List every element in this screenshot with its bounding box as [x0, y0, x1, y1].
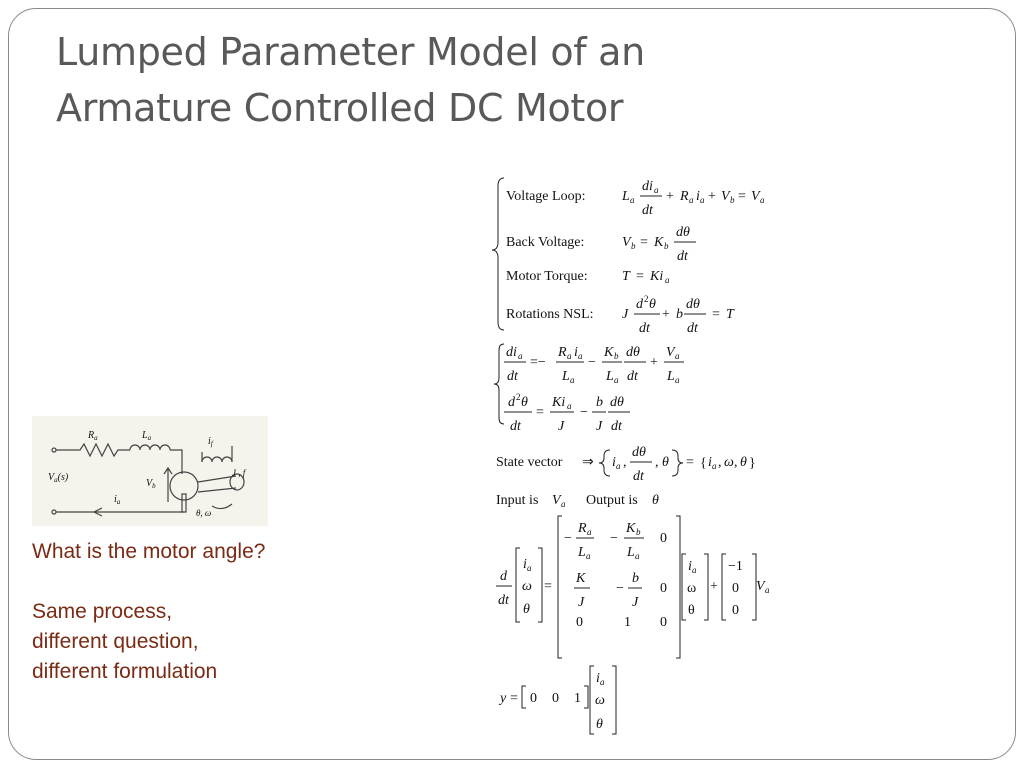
back-voltage-equation: [622, 225, 696, 264]
slide-title: [56, 24, 956, 136]
svg-text:Ki: Ki: [650, 269, 664, 284]
svg-text:=: =: [738, 189, 746, 204]
svg-text:dθ: dθ: [686, 297, 700, 312]
svg-text:dθ: dθ: [610, 395, 624, 410]
equations-panel: [490, 170, 810, 740]
svg-text:θ: θ: [649, 297, 656, 312]
svg-text:dθ: dθ: [632, 445, 646, 460]
svg-text:,: ,: [655, 455, 659, 470]
label-if: $i_f$: [208, 436, 213, 448]
svg-text:{: {: [700, 456, 707, 471]
svg-text:J: J: [596, 419, 603, 434]
svg-text:i: i: [696, 189, 700, 204]
svg-text:i: i: [574, 345, 578, 360]
svg-text:ω: ω: [595, 693, 605, 708]
label-va: $V_a(s)$: [48, 472, 69, 484]
label-theta-omega: θ, ω: [196, 508, 212, 518]
output-variable: θ: [652, 493, 659, 508]
svg-text:a: a: [527, 563, 532, 573]
svg-text:a: a: [689, 195, 694, 205]
svg-text:0: 0: [660, 531, 667, 546]
svg-text:+: +: [708, 189, 716, 204]
svg-text:1: 1: [574, 691, 581, 706]
svg-text:di: di: [506, 345, 517, 360]
svg-text:dt: dt: [627, 369, 638, 384]
svg-text:L: L: [667, 369, 675, 384]
svg-text:⇒: ⇒: [582, 455, 594, 470]
svg-text:θ: θ: [523, 602, 530, 617]
svg-text:ω: ω: [522, 579, 532, 594]
svg-text:a: a: [654, 185, 659, 195]
svg-text:−1: −1: [728, 559, 743, 574]
svg-text:a: a: [712, 461, 717, 471]
svg-text:0: 0: [660, 615, 667, 630]
svg-text:i: i: [612, 455, 616, 470]
output-equation: [498, 666, 616, 734]
svg-text:,: ,: [623, 455, 627, 470]
svg-text:dt: dt: [611, 419, 622, 434]
note-line-3: different formulation: [32, 660, 218, 683]
label-ia: $i_a$: [114, 494, 121, 506]
svg-text:a: a: [518, 351, 523, 361]
state-space-equation: [496, 516, 770, 658]
svg-text:+: +: [650, 355, 658, 370]
back-voltage-label: Back Voltage:: [506, 235, 585, 250]
svg-text:+: +: [666, 189, 674, 204]
svg-text:d: d: [500, 569, 507, 584]
svg-text:i: i: [708, 455, 712, 470]
svg-text:ω: ω: [724, 455, 734, 470]
svg-text:a: a: [700, 195, 705, 205]
svg-text:0: 0: [732, 581, 739, 596]
svg-text:a: a: [692, 565, 697, 575]
svg-text:K: K: [576, 571, 586, 586]
svg-text:L: L: [627, 545, 635, 560]
svg-text:a: a: [567, 351, 572, 361]
svg-text:a: a: [675, 375, 680, 385]
label-la: $L_a$: [142, 430, 152, 442]
svg-text:=: =: [544, 579, 552, 594]
input-label: Input is: [496, 493, 539, 508]
svg-text:K: K: [654, 235, 664, 250]
svg-text:b: b: [614, 351, 619, 361]
brace-system-1: [492, 178, 504, 330]
svg-text:K: K: [626, 521, 636, 536]
svg-text:a: a: [760, 195, 765, 205]
svg-text:a: a: [600, 677, 605, 687]
svg-text:i: i: [596, 671, 600, 686]
svg-text:b: b: [664, 241, 669, 251]
svg-text:=: =: [510, 691, 518, 706]
svg-text:}: }: [749, 456, 756, 471]
voltage-loop-label: Voltage Loop:: [506, 189, 586, 204]
svg-text:V: V: [666, 345, 675, 360]
svg-text:−: −: [580, 405, 588, 420]
svg-text:a: a: [614, 375, 619, 385]
svg-text:b: b: [730, 195, 735, 205]
svg-text:0: 0: [660, 581, 667, 596]
svg-text:T: T: [622, 269, 630, 284]
note-line-1: Same process,: [32, 600, 173, 623]
angle-state-equation: [504, 392, 630, 434]
svg-text:T: T: [726, 307, 734, 322]
svg-text:,: ,: [718, 455, 722, 470]
svg-text:dt: dt: [633, 469, 644, 484]
svg-text:a: a: [570, 375, 575, 385]
svg-text:ω: ω: [687, 581, 697, 596]
svg-text:V: V: [756, 579, 765, 594]
svg-text:−: −: [588, 355, 596, 370]
svg-text:R: R: [558, 345, 567, 360]
svg-text:a: a: [675, 351, 680, 361]
svg-text:2: 2: [516, 392, 521, 402]
svg-text:dt: dt: [510, 419, 521, 434]
input-variable: [552, 493, 566, 509]
svg-text:=: =: [636, 269, 644, 284]
svg-text:0: 0: [576, 615, 583, 630]
svg-text:b: b: [632, 571, 639, 586]
svg-text:V: V: [622, 235, 631, 250]
svg-text:L: L: [622, 189, 630, 204]
svg-text:+: +: [710, 579, 718, 594]
note-line-2: different question,: [32, 630, 199, 653]
svg-text:b: b: [631, 241, 636, 251]
svg-text:−: −: [616, 581, 624, 596]
svg-text:dt: dt: [498, 593, 509, 608]
svg-text:=: =: [712, 307, 720, 322]
rotations-nsl-label: Rotations NSL:: [506, 307, 594, 322]
label-ra: $R_a$: [88, 430, 98, 442]
svg-text:Ki: Ki: [552, 395, 566, 410]
svg-text:2: 2: [644, 294, 649, 304]
title-line-1: Lumped Parameter Model of an: [56, 30, 645, 74]
svg-text:K: K: [604, 345, 614, 360]
svg-text:R: R: [680, 189, 689, 204]
svg-text:a: a: [635, 551, 640, 561]
svg-text:θ: θ: [688, 603, 695, 618]
current-state-equation: [504, 345, 684, 385]
svg-text:0: 0: [552, 691, 559, 706]
svg-text:b: b: [636, 527, 641, 537]
svg-text:a: a: [561, 499, 566, 509]
svg-text:L: L: [562, 369, 570, 384]
svg-text:J: J: [632, 595, 639, 610]
svg-text:θ: θ: [521, 395, 528, 410]
svg-text:y: y: [500, 691, 507, 706]
svg-text:a: a: [765, 585, 770, 595]
motor-torque-equation: [622, 269, 670, 285]
rotations-nsl-equation: [622, 294, 735, 336]
svg-text:a: a: [630, 195, 635, 205]
svg-text:V: V: [751, 189, 760, 204]
svg-text:a: a: [567, 401, 572, 411]
title-line-2: Armature Controlled DC Motor: [56, 86, 624, 130]
svg-text:dt: dt: [687, 321, 698, 336]
svg-text:dt: dt: [507, 369, 518, 384]
dc-motor-circuit-diagram: [32, 416, 268, 526]
svg-text:J: J: [622, 307, 629, 322]
svg-text:d: d: [508, 395, 515, 410]
state-vector-definition: [582, 445, 756, 484]
output-label: Output is: [586, 493, 638, 508]
svg-text:dt: dt: [677, 249, 688, 264]
svg-text:V: V: [552, 493, 561, 508]
svg-text:V: V: [721, 189, 730, 204]
svg-text:=−: =−: [530, 355, 546, 370]
svg-text:a: a: [587, 527, 592, 537]
label-vb: $V_b$: [146, 478, 156, 490]
svg-text:−: −: [564, 531, 572, 546]
svg-text:J: J: [578, 595, 585, 610]
state-vector-label: State vector: [496, 455, 563, 470]
svg-text:b: b: [676, 307, 683, 322]
svg-text:R: R: [578, 521, 587, 536]
brace-system-2: [494, 344, 504, 424]
svg-text:,: ,: [734, 455, 738, 470]
svg-text:i: i: [523, 557, 527, 572]
svg-text:dt: dt: [642, 203, 653, 218]
svg-text:θ: θ: [596, 717, 603, 732]
svg-text:a: a: [578, 351, 583, 361]
svg-text:a: a: [616, 461, 621, 471]
svg-text:θ: θ: [662, 455, 669, 470]
svg-text:a: a: [586, 551, 591, 561]
svg-text:dθ: dθ: [676, 225, 690, 240]
svg-text:=: =: [536, 405, 544, 420]
svg-text:θ: θ: [740, 455, 747, 470]
svg-text:−: −: [610, 531, 618, 546]
svg-text:b: b: [596, 395, 603, 410]
svg-text:L: L: [606, 369, 614, 384]
voltage-loop-equation: [621, 179, 765, 218]
svg-text:=: =: [686, 455, 694, 470]
svg-text:dθ: dθ: [626, 345, 640, 360]
motor-torque-label: Motor Torque:: [506, 269, 588, 284]
svg-text:L: L: [578, 545, 586, 560]
svg-text:0: 0: [530, 691, 537, 706]
svg-text:0: 0: [732, 603, 739, 618]
svg-text:dt: dt: [639, 321, 650, 336]
svg-text:+: +: [662, 307, 670, 322]
note-question: What is the motor angle?: [32, 540, 266, 563]
svg-text:i: i: [688, 559, 692, 574]
svg-text:=: =: [640, 235, 648, 250]
svg-text:1: 1: [624, 615, 631, 630]
svg-text:J: J: [558, 419, 565, 434]
svg-text:a: a: [665, 275, 670, 285]
svg-text:d: d: [636, 297, 643, 312]
speaker-notes: [32, 537, 352, 687]
svg-text:di: di: [642, 179, 653, 194]
label-jf: J , f: [232, 468, 246, 478]
